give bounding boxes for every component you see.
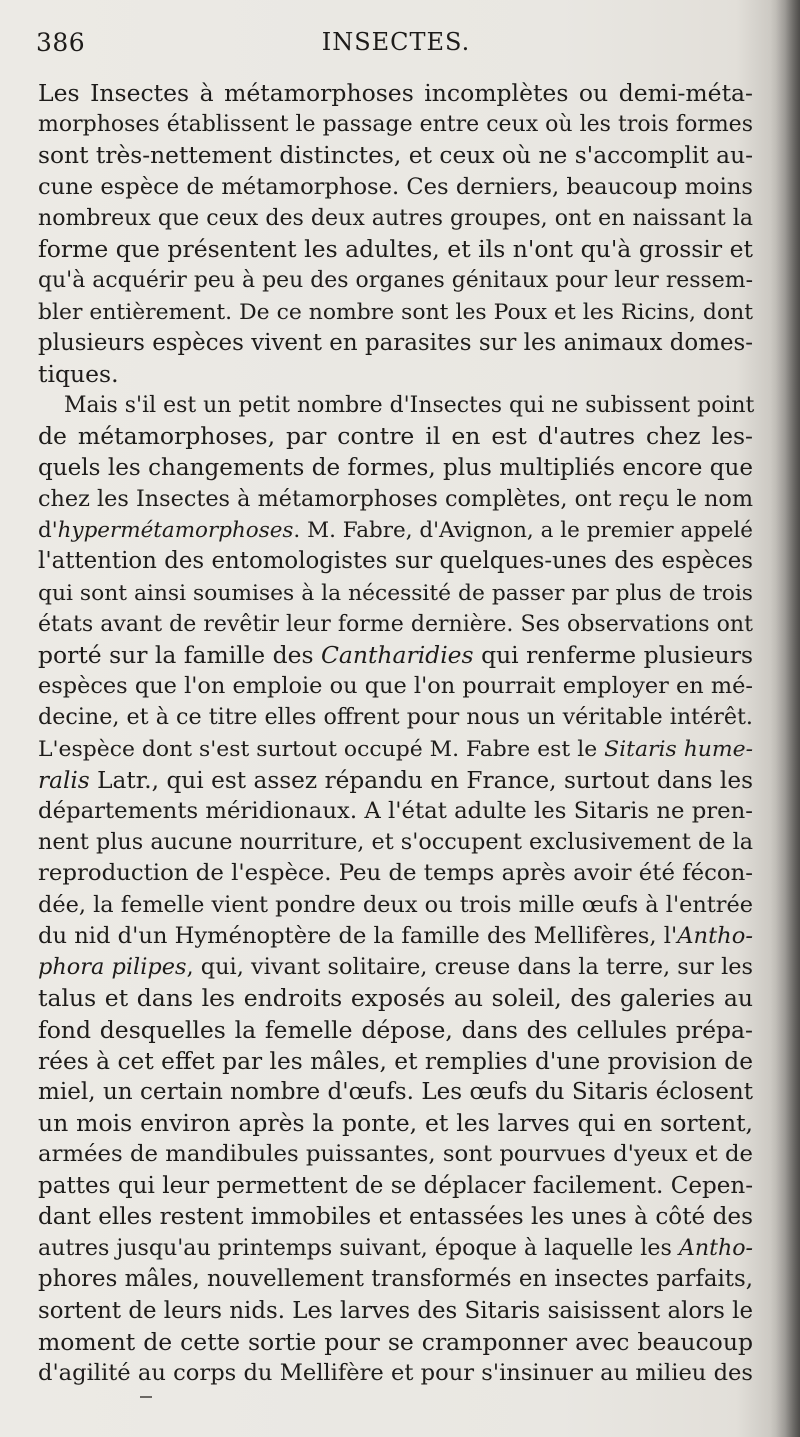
text-line: rées à cet effet par les mâles, et remplies d'une provision de — [38, 1047, 753, 1075]
text-line: ralis Latr., qui est assez répandu en France, surtout dans les — [38, 766, 753, 794]
text-line: pattes qui leur permettent de se déplacer facilement. Cepen- — [38, 1172, 753, 1199]
text-line: l'attention des entomologistes sur quelques-unes des espèces — [38, 548, 753, 575]
running-title: INSECTES. — [321, 28, 471, 56]
text-line: bler entièrement. De ce nombre sont les Poux et les Ricins, dont — [38, 299, 753, 325]
text-line: Les Insectes à métamorphoses incomplètes ou demi-méta- — [38, 79, 753, 107]
text-line: du nid d'un Hyménoptère de la famille des Mellifères, l'Antho- — [38, 922, 753, 949]
text-line: de métamorphoses, par contre il en est d'autres chez les- — [38, 422, 753, 451]
text-line: qui sont ainsi soumises à la nécessité de passer par plus de trois — [38, 580, 753, 606]
text-line: états avant de revêtir leur forme dernière. Ses observations ont — [38, 611, 753, 637]
text-line: morphoses établissent le passage entre ceux où les trois formes — [38, 112, 753, 138]
page-header — [36, 28, 756, 62]
text-line: decine, et à ce titre elles offrent pour nous un véritable intérêt. — [38, 704, 753, 731]
text-line: Mais s'il est un petit nombre d'Insectes qui ne subissent point — [64, 393, 755, 419]
text-line: dant elles restent immobiles et entassées les unes à côté des — [38, 1203, 753, 1230]
text-line: d'agilité au corps du Mellifère et pour s'insinuer au milieu des — [38, 1359, 753, 1386]
text-line: L'espèce dont s'est surtout occupé M. Fabre est le Sitaris hume- — [38, 736, 754, 762]
text-line: chez les Insectes à métamorphoses complètes, ont reçu le nom — [38, 485, 753, 512]
text-line: départements méridionaux. A l'état adulte les Sitaris ne pren- — [38, 798, 753, 825]
text-line: fond desquelles la femelle dépose, dans des cellules prépa- — [38, 1015, 753, 1044]
text-line: espèces que l'on emploie ou que l'on pourrait employer en mé- — [38, 673, 753, 700]
text-line: armées de mandibules puissantes, sont pourvues d'yeux et de — [38, 1141, 753, 1168]
text-line: dée, la femelle vient pondre deux ou trois mille œufs à l'entrée — [38, 891, 753, 918]
text-line: phora pilipes, qui, vivant solitaire, creuse dans la terre, sur les — [38, 954, 754, 981]
text-line: cune espèce de métamorphose. Ces derniers, beaucoup moins — [38, 173, 753, 200]
text-line: plusieurs espèces vivent en parasites sur les animaux domes- — [38, 329, 753, 356]
text-line: miel, un certain nombre d'œufs. Les œufs du Sitaris éclosent — [38, 1079, 753, 1105]
text-line: reproduction de l'espèce. Peu de temps après avoir été fécon- — [38, 860, 753, 887]
text-line: phores mâles, nouvellement transformés en insectes parfaits, — [38, 1266, 753, 1293]
text-line: quels les changements de formes, plus multipliés encore que — [38, 454, 753, 481]
text-line: forme que présentent les adultes, et ils n'ont qu'à grossir et — [38, 235, 753, 264]
print-mark — [140, 1396, 152, 1398]
text-line: nombreux que ceux des deux autres groupes, ont en naissant la — [38, 205, 753, 231]
text-line: moment de cette sortie pour se cramponner avec beaucoup — [38, 1327, 753, 1356]
text-line: sortent de leurs nids. Les larves des Sitaris saisissent alors le — [38, 1297, 753, 1324]
spine-shadow — [770, 0, 800, 1437]
text-line: d'hypermétamorphoses. M. Fabre, d'Avignon, a le premier appelé — [38, 518, 753, 544]
text-line: nent plus aucune nourriture, et s'occupent exclusivement de la — [38, 829, 753, 856]
text-line: qu'à acquérir peu à peu des organes génitaux pour leur ressem- — [38, 268, 753, 294]
text-line: talus et dans les endroits exposés au soleil, des galeries au — [38, 984, 753, 1013]
text-line: autres jusqu'au printemps suivant, époque à laquelle les Antho- — [38, 1235, 753, 1262]
text-line: sont très-nettement distinctes, et ceux où ne s'accomplit au- — [38, 141, 753, 170]
text-line: porté sur la famille des Cantharidies qui renferme plusieurs — [38, 640, 753, 669]
text-line: un mois environ après la ponte, et les larves qui en sortent, — [38, 1109, 753, 1138]
body-text — [38, 78, 753, 1389]
page-number: 386 — [36, 28, 86, 57]
text-line: tiques. — [38, 359, 119, 388]
